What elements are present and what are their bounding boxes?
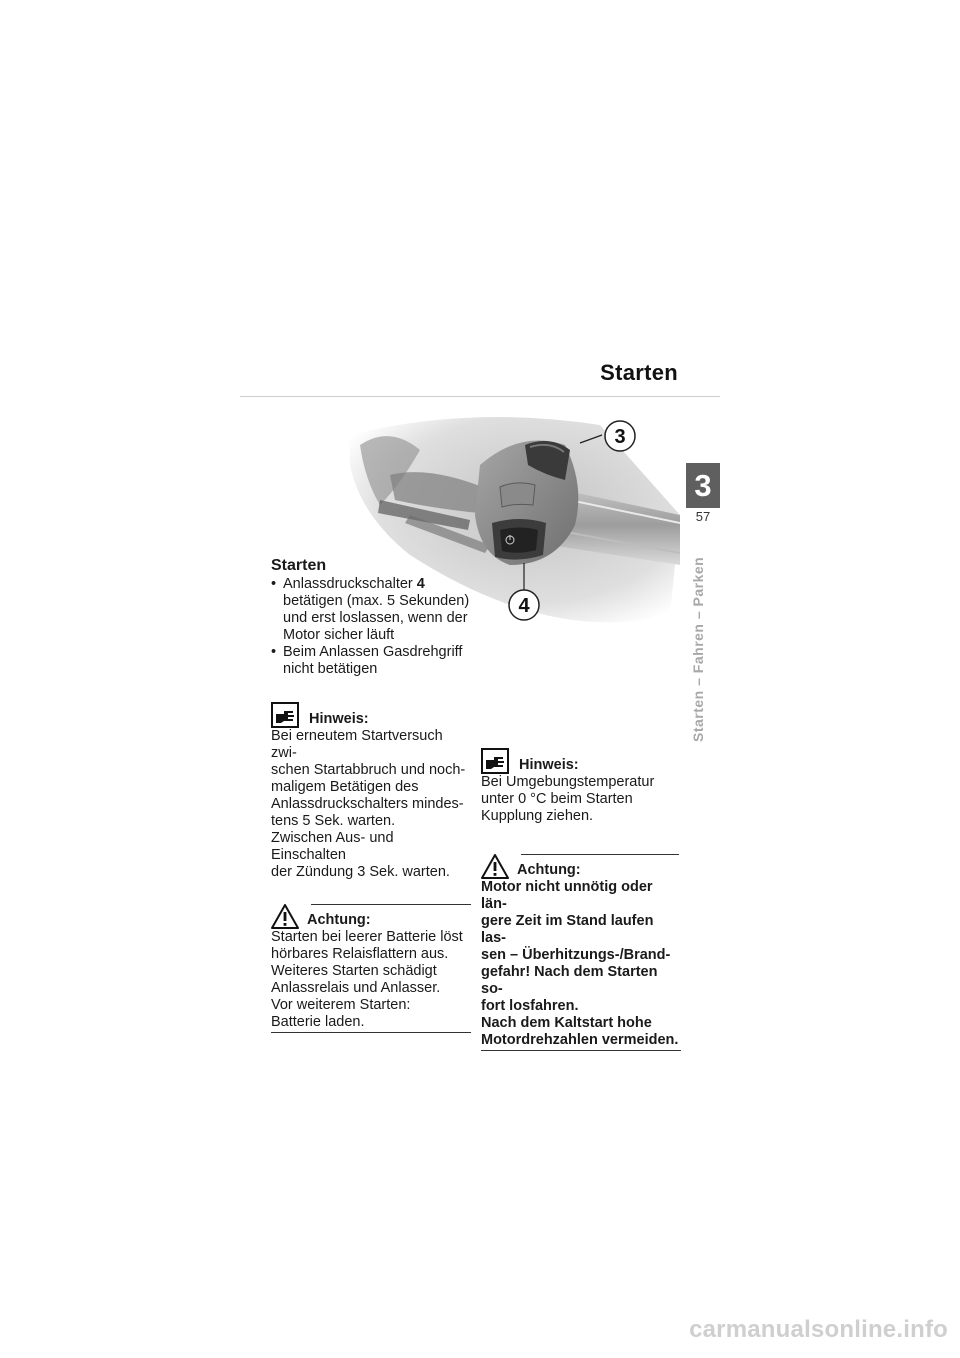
note-line: Bei Umgebungstemperatur	[481, 774, 655, 790]
warning-line: hörbares Relaisflattern aus.	[271, 946, 449, 962]
note-hand-icon	[481, 748, 509, 774]
section-heading: Starten	[271, 557, 327, 574]
note-line: Anlassdruckschalters mindes-	[271, 796, 464, 812]
note-block	[481, 744, 681, 825]
warning-line: gere Zeit im Stand laufen las-	[481, 913, 654, 946]
warning-block	[271, 901, 471, 1033]
note-line: schen Startabbruch und noch-	[271, 762, 466, 778]
page-title: Starten	[600, 360, 678, 385]
warning-line: Vor weiterem Starten:	[271, 997, 411, 1013]
left-column	[271, 556, 471, 1033]
warning-label: Achtung:	[517, 862, 581, 878]
note-label: Hinweis:	[309, 711, 369, 727]
starting-steps	[271, 576, 471, 678]
warning-bottom-rule	[271, 1032, 471, 1033]
right-column	[481, 744, 681, 1051]
warning-line: fort losfahren.	[481, 998, 579, 1014]
warning-block	[481, 851, 681, 1051]
warning-line: gefahr! Nach dem Starten so-	[481, 964, 658, 997]
callout-4: 4	[518, 595, 530, 617]
warning-line: Motordrehzahlen vermeiden.	[481, 1032, 679, 1048]
step-item	[271, 644, 471, 678]
step-item	[271, 576, 471, 644]
callout-3: 3	[614, 426, 626, 448]
warning-line: Nach dem Kaltstart hohe	[481, 1015, 652, 1031]
warning-top-rule	[311, 904, 471, 905]
note-hand-icon	[271, 702, 299, 728]
note-line: der Zündung 3 Sek. warten.	[271, 864, 450, 880]
warning-line: sen – Überhitzungs-/Brand-	[481, 947, 671, 963]
note-line: Kupplung ziehen.	[481, 808, 594, 824]
note-line: maligem Betätigen des	[271, 779, 419, 795]
warning-triangle-icon	[481, 853, 509, 879]
note-block	[271, 698, 471, 881]
warning-line: Motor nicht unnötig oder län-	[481, 879, 653, 912]
warning-line: Batterie laden.	[271, 1014, 365, 1030]
warning-top-rule	[521, 854, 679, 855]
watermark: carmanualsonline.info	[689, 1316, 948, 1343]
note-label: Hinweis:	[519, 757, 579, 773]
warning-triangle-icon	[271, 903, 299, 929]
note-line: unter 0 °C beim Starten	[481, 791, 633, 807]
step-text-continued: betätigen (max. 5 Sekunden) und erst loslassen, wenn der Motor sicher läuft	[283, 593, 470, 643]
page-number: 57	[695, 509, 711, 524]
step-reference: 4	[416, 576, 425, 592]
section-path: Starten – Fahren – Parken	[690, 556, 706, 742]
warning-bottom-rule	[481, 1050, 681, 1051]
note-line: tens 5 Sek. warten.	[271, 813, 396, 829]
warning-line: Anlassrelais und Anlasser.	[271, 980, 441, 996]
step-text: Anlassdruckschalter	[283, 576, 417, 592]
note-line: Bei erneutem Startversuch zwi-	[271, 728, 443, 761]
step-text: Beim Anlassen Gasdrehgriff nicht betätigen	[283, 644, 463, 677]
warning-line: Starten bei leerer Batterie löst	[271, 929, 463, 945]
note-line: Zwischen Aus- und Einschalten	[271, 830, 394, 863]
warning-label: Achtung:	[307, 912, 371, 928]
title-divider	[240, 396, 720, 397]
chapter-tab: 3	[686, 463, 720, 508]
warning-line: Weiteres Starten schädigt	[271, 963, 437, 979]
